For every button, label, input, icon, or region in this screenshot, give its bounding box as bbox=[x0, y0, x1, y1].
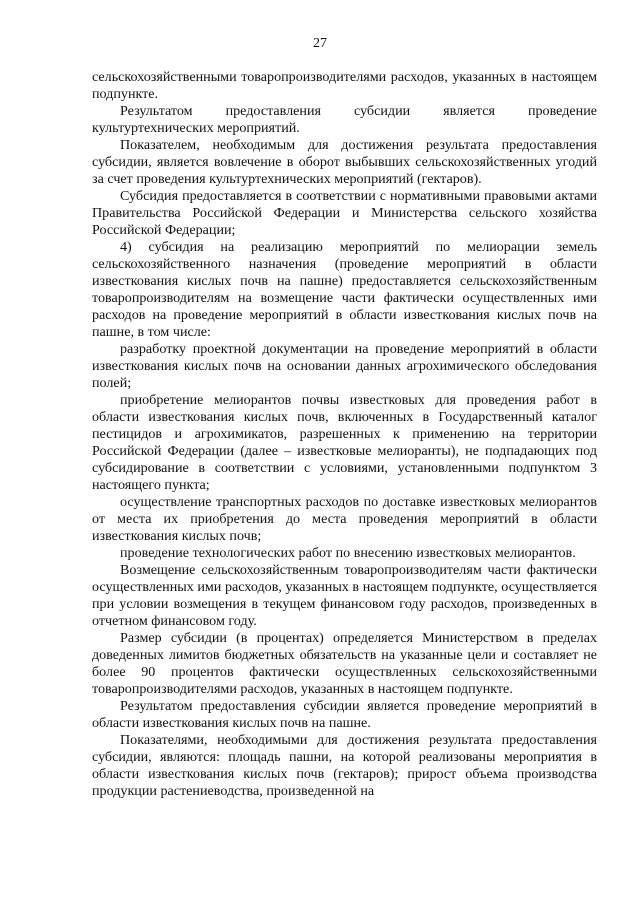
paragraph-meliorant-purchase: приобретение мелиорантов почвы известковых для проведения работ в области известкования кислых почв, включенных в Государственный каталог пестицидов и агрохимикатов, разрешенных к применению на территории Российской Федерации (далее – известковые мелиоранты), не подпадающих под субсидирование в соответствии с условиями, установленными подпунктом 3 настоящего пункта; bbox=[92, 392, 597, 493]
document-body bbox=[92, 69, 597, 800]
paragraph-indicator-culturetech: Показателем, необходимым для достижения результата предоставления субсидии, является вовлечение в оборот выбывших сельскохозяйственных угодий за счет проведения культуртехнических мероприятий (гектаров). bbox=[92, 137, 597, 187]
paragraph-continuation: сельскохозяйственными товаропроизводителями расходов, указанных в настоящем подпункте. bbox=[92, 69, 597, 102]
paragraph-result-liming: Результатом предоставления субсидии является проведение мероприятий в области известкования кислых почв на пашне. bbox=[92, 698, 597, 731]
paragraph-subsidy-size: Размер субсидии (в процентах) определяется Министерством в пределах доведенных лимитов бюджетных обязательств на указанные цели и составляет не более 90 процентов фактически осуществленных сельскохозяйственными товаропроизводителями расходов, указанных в настоящем подпункте. bbox=[92, 630, 597, 697]
paragraph-technological-works: проведение технологических работ по внесению известковых мелиорантов. bbox=[120, 545, 576, 561]
paragraph-transport-costs: осуществление транспортных расходов по доставке известковых мелиорантов от места их приобретения до места проведения мероприятий в области известкования кислых почв; bbox=[92, 494, 597, 544]
paragraph-result-culturetech: Результатом предоставления субсидии является проведение культуртехнических мероприятий. bbox=[92, 103, 597, 136]
paragraph-indicators-liming: Показателями, необходимыми для достижения результата предоставления субсидии, являются: площадь пашни, на которой реализованы мероприятия в области известкования кислых почв (гектаров); прирост объема производства продукции растениеводства, произведенной на bbox=[92, 732, 597, 799]
paragraph-subsidy-item-4: 4) субсидия на реализацию мероприятий по мелиорации земель сельскохозяйственного назначения (проведение мероприятий в области известкования кислых почв на пашне) предоставляется сельскохозяйственным товаропроизводителям на возмещение части фактически осуществленных ими расходов на проведение мероприятий в области известкования кислых почв на пашне, в том числе: bbox=[92, 239, 597, 340]
paragraph-reimbursement-condition: Возмещение сельскохозяйственным товаропроизводителям части фактически осуществленных ими расходов, указанных в настоящем подпункте, осуществляется при условии возмещения в текущем финансовом году расходов, произведенных в отчетном финансовом году. bbox=[92, 562, 597, 629]
page-number: 27 bbox=[313, 36, 327, 51]
paragraph-design-documentation: разработку проектной документации на проведение мероприятий в области известкования кислых почв на основании данных агрохимического обследования полей; bbox=[92, 341, 597, 391]
paragraph-subsidy-legal-basis: Субсидия предоставляется в соответствии с нормативными правовыми актами Правительства Российской Федерации и Министерства сельского хозяйства Российской Федерации; bbox=[92, 188, 597, 238]
